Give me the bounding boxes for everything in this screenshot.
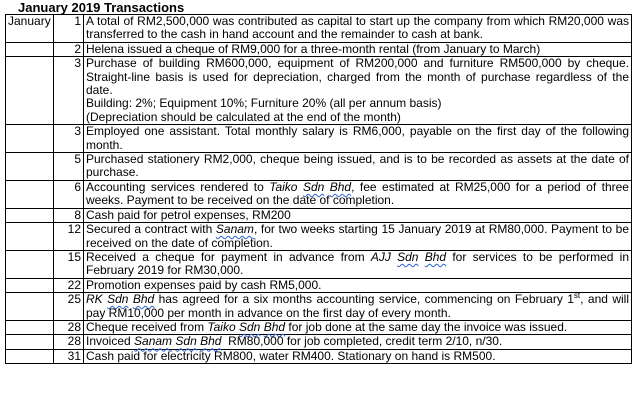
description-text: Employed one assistant. Total monthly salary is RM6,000, payable on the first day of the following month. [86, 124, 629, 152]
company-suffix: Bhd [132, 292, 155, 307]
table-row [6, 349, 632, 363]
company-suffix: Bhd [424, 249, 447, 264]
table-row [6, 15, 632, 43]
description-cell [84, 15, 632, 43]
month-cell-empty [6, 320, 54, 334]
month-cell-empty [6, 335, 54, 349]
table-row [6, 278, 632, 292]
description-text: Secured a contract with [86, 222, 216, 237]
month-cell-empty [6, 349, 54, 363]
month-cell-empty [6, 223, 54, 251]
month-cell-empty [6, 153, 54, 181]
table-row [6, 180, 632, 208]
description-text: A total of RM2,500,000 was contributed as capital to start up the company from which RM20,000 was transferred to the cash in hand account and the remainder to cash at bank. [86, 14, 629, 42]
company-name: Sanam [134, 334, 173, 349]
company-suffix: Bhd [329, 179, 352, 194]
company-name: Sanam [215, 222, 254, 237]
day-cell: 22 [54, 278, 84, 292]
description-text: RM80,000 for job completed, credit term 2/10, n/30. [221, 334, 503, 349]
description-text: for job done at the same day the invoice was issued. [285, 319, 568, 334]
day-cell: 8 [54, 208, 84, 222]
day-cell: 15 [54, 250, 84, 278]
company-suffix: Sdn [397, 249, 419, 264]
company-name: Taiko [269, 179, 298, 194]
description-text: Received a cheque for payment in advance from [86, 249, 371, 264]
table-row [6, 223, 632, 251]
transactions-table [5, 14, 632, 364]
company-suffix: Sdn [239, 319, 261, 334]
table-row [6, 57, 632, 125]
month-cell-empty [6, 293, 54, 321]
description-text: has agreed for a six months accounting service, commencing on February 1 [154, 292, 574, 307]
day-cell: 25 [54, 293, 84, 321]
day-cell: 2 [54, 42, 84, 56]
day-cell: 1 [54, 15, 84, 43]
day-cell: 31 [54, 349, 84, 363]
description-cell [84, 278, 632, 292]
company-suffix: Sdn [302, 179, 325, 194]
table-row [6, 250, 632, 278]
description-text: Helena issued a cheque of RM9,000 for a three-month rental (from January to March) [86, 41, 541, 56]
table-row [6, 208, 632, 222]
description-text: Cash paid for petrol expenses, RM200 [86, 207, 291, 222]
table-row [6, 153, 632, 181]
description-cell [84, 349, 632, 363]
description-cell [84, 208, 632, 222]
description-cell [84, 180, 632, 208]
description-text: Promotion expenses paid by cash RM5,000. [86, 277, 322, 292]
day-cell: 6 [54, 180, 84, 208]
description-cell [84, 293, 632, 321]
month-cell-empty [6, 278, 54, 292]
day-cell: 28 [54, 320, 84, 334]
description-text: Cheque received from [86, 319, 208, 334]
company-name: AJJ [370, 249, 391, 264]
month-cell-empty [6, 57, 54, 125]
company-suffix: Sdn [107, 292, 129, 307]
day-cell: 3 [54, 125, 84, 153]
description-cell [84, 125, 632, 153]
ordinal-suffix: st [573, 291, 581, 301]
day-cell: 3 [54, 57, 84, 125]
description-cell [84, 153, 632, 181]
day-cell: 12 [54, 223, 84, 251]
company-name: Taiko [207, 319, 236, 334]
company-suffix: Bhd [263, 319, 286, 334]
description-cell [84, 223, 632, 251]
description-text: Purchased stationery RM2,000, cheque being issued, and is to be recorded as assets at the date of purchase. [86, 152, 629, 180]
depreciation-rates-text: Building: 2%; Equipment 10%; Furniture 20% (all per annum basis) [86, 96, 442, 111]
description-text: Purchase of building RM600,000, equipment of RM200,000 and furniture RM500,000 by cheque. Straight-line basis is used for depreciation, charged from the month of purchase regardless of the date. [86, 56, 629, 98]
description-cell [84, 57, 632, 125]
description-cell [84, 42, 632, 56]
description-cell [84, 320, 632, 334]
description-text: , fee estimated at RM25,000 for a period of three weeks. Payment to be received on the date of completion. [86, 179, 629, 208]
month-cell-empty [6, 125, 54, 153]
company-name: RK [86, 292, 103, 307]
month-cell-empty [6, 250, 54, 278]
description-text: for services to be performed in February 2019 for RM30,000. [86, 249, 630, 278]
month-cell: January [6, 15, 54, 43]
day-cell: 28 [54, 335, 84, 349]
table-row [6, 335, 632, 349]
month-cell-empty [6, 42, 54, 56]
table-row [6, 42, 632, 56]
description-cell [84, 335, 632, 349]
month-cell-empty [6, 208, 54, 222]
table-row [6, 320, 632, 334]
description-text: , for two weeks starting 15 January 2019 at RM80,000. Payment to be received on the date of completion. [86, 222, 629, 250]
description-text: , and will pay RM10,000 per month in advance on the first day of every month. [86, 292, 629, 320]
company-suffix: Sdn [175, 334, 197, 349]
month-cell-empty [6, 180, 54, 208]
description-text: Cash paid for electricity RM800, water RM400. Stationary on hand is RM500. [86, 348, 496, 363]
description-text: Accounting services rendered to [86, 179, 270, 194]
table-row [6, 125, 632, 153]
description-cell [84, 250, 632, 278]
day-cell: 5 [54, 153, 84, 181]
depreciation-note-text: (Depreciation should be calculated at the end of the month) [86, 109, 401, 124]
description-text: Invoiced [86, 334, 135, 349]
table-row [6, 293, 632, 321]
page-title: January 2019 Transactions [18, 0, 185, 15]
company-suffix: Bhd [200, 334, 222, 349]
